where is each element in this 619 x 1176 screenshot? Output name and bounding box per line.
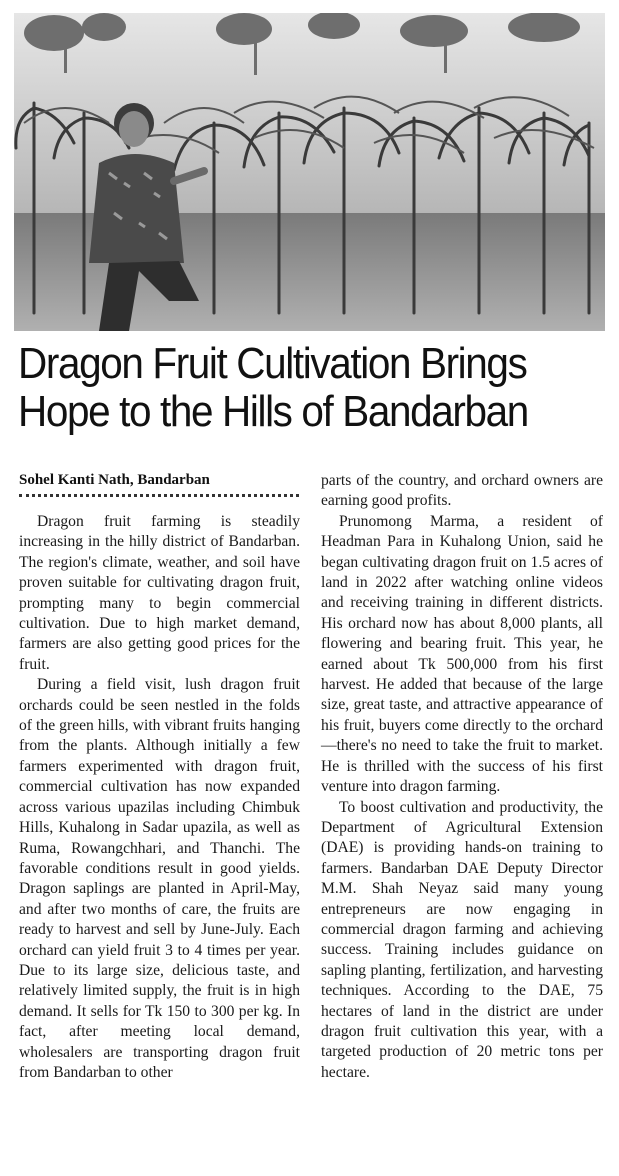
article-column-right bbox=[321, 471, 603, 1083]
article-photo bbox=[14, 13, 605, 331]
article-paragraph-continued: parts of the country, and orchard owners are earning good profits. bbox=[321, 472, 603, 510]
headline-line-2: Hope to the Hills of Bandarban bbox=[18, 387, 528, 436]
byline-divider bbox=[19, 494, 299, 497]
article-paragraph: During a field visit, lush dragon fruit orchards could be seen nestled in the folds of the green hills, with vibrant fruits hanging from the plants. Although initially a few farmers experimented with dragon fruit, commercial cultivation has now expanded across various upazilas including Chimbuk Hills, Kuhalong in Sadar upazila, as well as Ruma, Rowangchhari, and Thanchi. The favorable conditions result in good yields. Dragon saplings are planted in April-May, and after two months of care, the fruits are ready to harvest and sell by June-July. Each orchard can yield fruit 3 to 4 times per year. Due to its large size, delicious taste, and relatively limited supply, the fruit is in high demand. It sells for Tk 150 to 300 per kg. In fact, after meeting local demand, wholesalers are transporting dragon fruit from Bandarban to other bbox=[19, 676, 300, 1081]
article-column-left bbox=[19, 512, 300, 1083]
headline-line-1: Dragon Fruit Cultivation Brings bbox=[18, 339, 527, 388]
article-paragraph: Prunomong Marma, a resident of Headman Para in Kuhalong Union, said he began cultivating dragon fruit on 1.5 acres of land in 2022 after watching online videos and receiving training in different districts. His orchard now has about 8,000 plants, all flowering and bearing fruit. This year, he earned about Tk 500,000 from his first harvest. He added that because of the large size, great taste, and attractive appearance of his fruit, buyers come directly to the orchard—there's no need to take the fruit to market. He is thrilled with the success of his first venture into dragon farming. bbox=[321, 512, 603, 796]
headline bbox=[18, 340, 561, 436]
article-paragraph: Dragon fruit farming is steadily increasing in the hilly district of Bandarban. The region's climate, weather, and soil have proven suitable for cultivating dragon fruit, prompting many to begin commercial cultivation. Due to high market demand, farmers are also getting good prices for the fruit. bbox=[19, 513, 300, 673]
byline: Sohel Kanti Nath, Bandarban bbox=[19, 472, 210, 488]
article-paragraph: To boost cultivation and productivity, the Department of Agricultural Extension (DAE) is providing hands-on training to farmers. Bandarban DAE Deputy Director M.M. Shah Neyaz said many young entrepreneurs are now engaging in commercial dragon farming and achieving success. Training includes guidance on sapling planting, fertilization, and harvesting techniques. According to the DAE, 75 hectares of land in the district are under dragon fruit cultivation this year, with a targeted production of 20 metric tons per hectare. bbox=[321, 798, 603, 1081]
